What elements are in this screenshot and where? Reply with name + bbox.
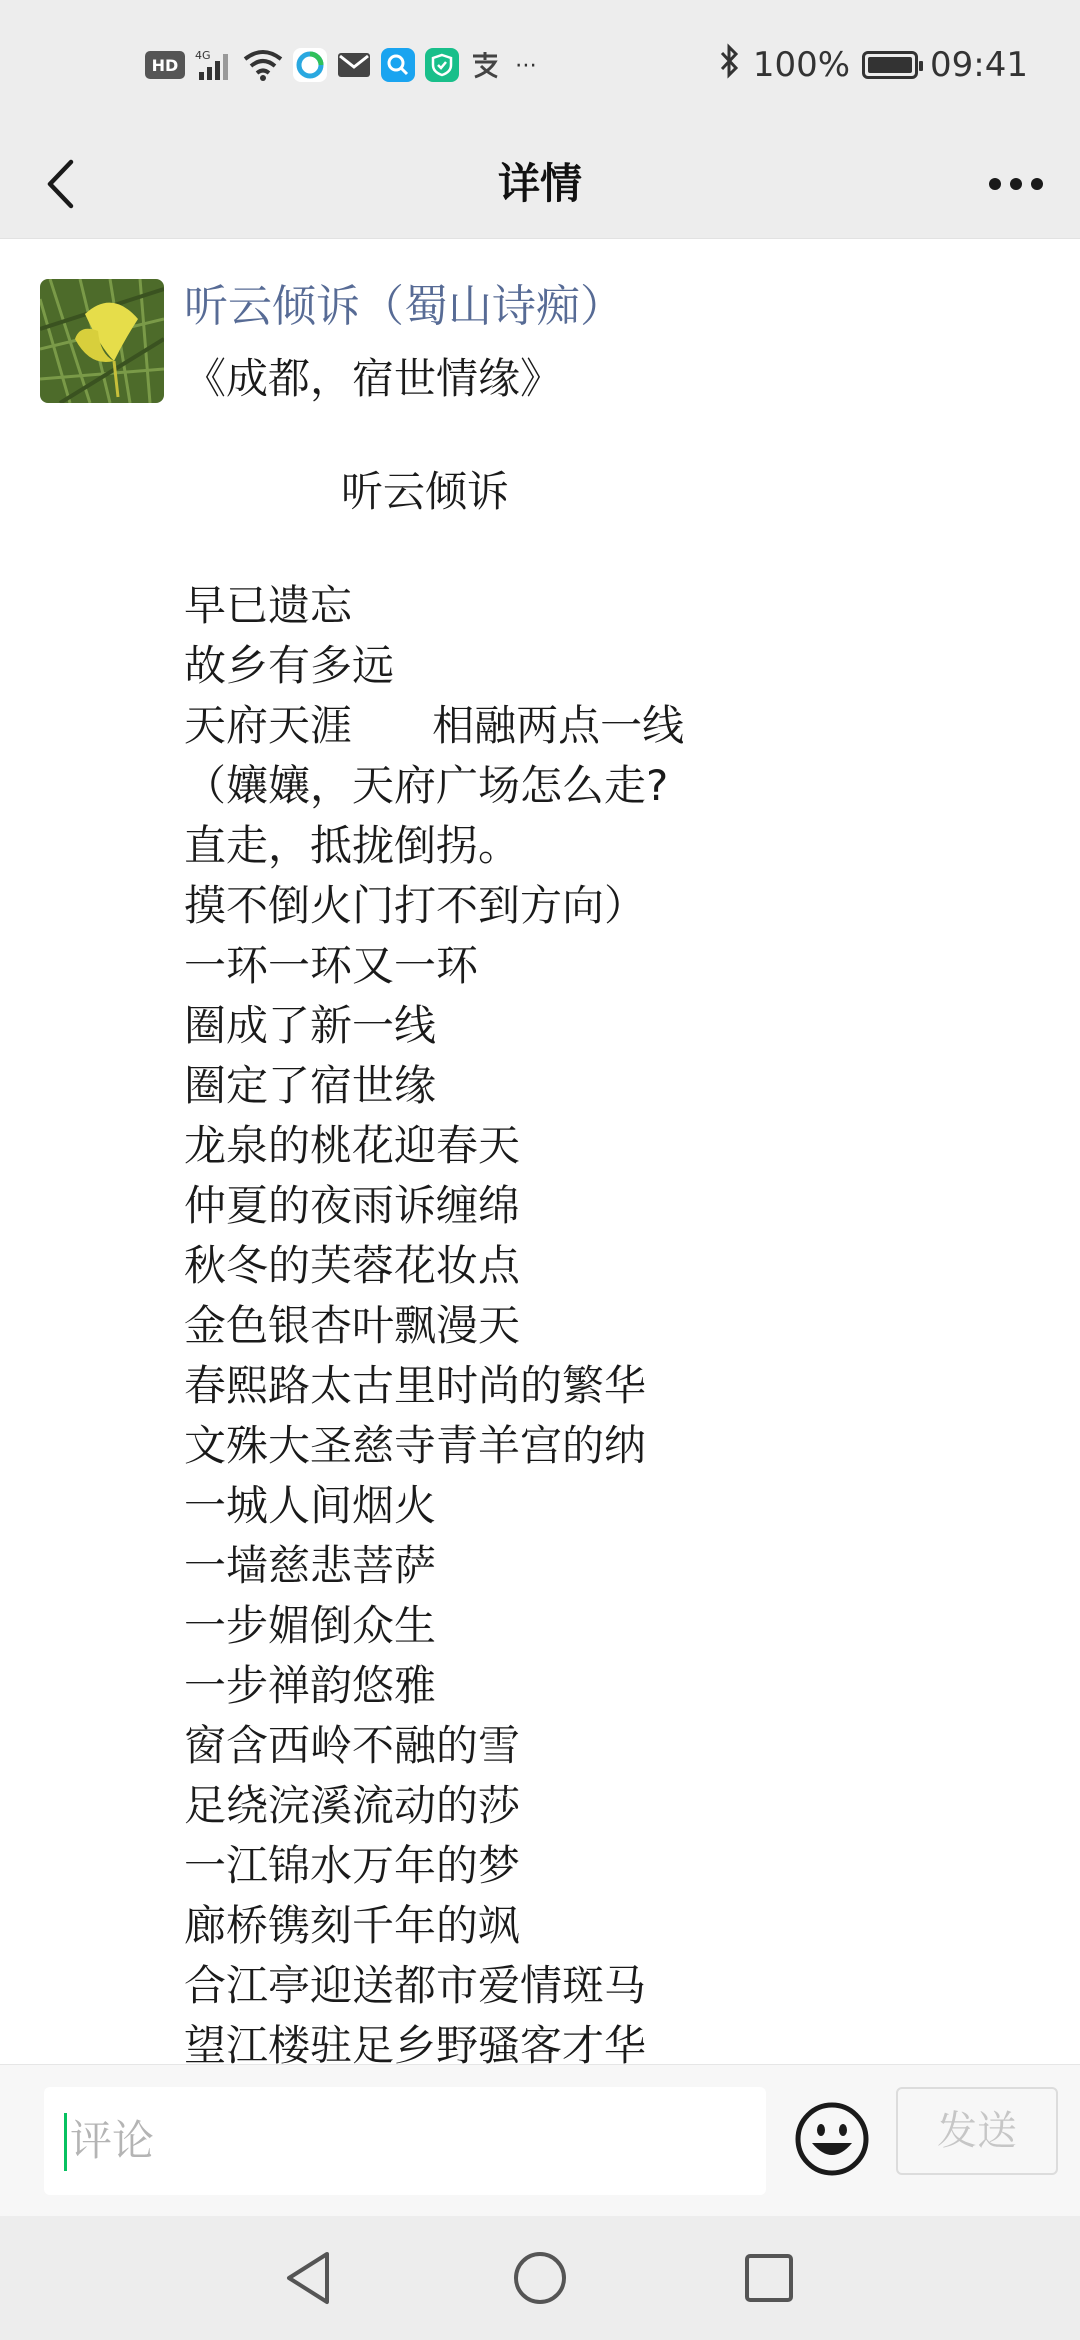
comment-input[interactable] bbox=[44, 2087, 766, 2195]
poem-line: 天府天涯 相融两点一线 bbox=[184, 701, 685, 750]
send-button[interactable]: 发送 bbox=[896, 2087, 1058, 2175]
app-circle-icon bbox=[293, 47, 327, 83]
poem-line: 早已遗忘 bbox=[184, 581, 353, 630]
mail-icon bbox=[337, 47, 371, 83]
recents-square-icon bbox=[743, 2252, 795, 2304]
poem-line: 窗含西岭不融的雪 bbox=[184, 1721, 521, 1770]
emoji-smile-icon bbox=[794, 2101, 870, 2177]
page-title: 详情 bbox=[497, 159, 582, 208]
poem-line: 故乡有多远 bbox=[184, 641, 395, 690]
signal-4g-icon bbox=[195, 47, 233, 83]
post-detail bbox=[0, 239, 1080, 2064]
comment-bar bbox=[0, 2064, 1080, 2217]
nav-bar bbox=[0, 130, 1080, 239]
avatar[interactable] bbox=[40, 279, 164, 403]
username-link[interactable]: 听云倾诉（蜀山诗痴） bbox=[184, 281, 624, 332]
poem-line: 望江楼驻足乡野骚客才华 bbox=[184, 2021, 647, 2064]
system-home-button[interactable] bbox=[500, 2238, 580, 2318]
search-app-icon bbox=[381, 48, 415, 82]
post-body bbox=[184, 349, 1044, 2064]
poem-author: 听云倾诉 bbox=[341, 467, 510, 516]
poem-line: 直走，抵拢倒拐。 bbox=[184, 821, 521, 870]
poem-line: 龙泉的桃花迎春天 bbox=[184, 1121, 521, 1170]
clock: 09:41 bbox=[930, 45, 1028, 85]
poem-line: 合江亭迎送都市爱情斑马 bbox=[184, 1961, 647, 2010]
back-triangle-icon bbox=[283, 2250, 333, 2306]
poem-line: 秋冬的芙蓉花妆点 bbox=[184, 1241, 521, 1290]
status-icons-right bbox=[719, 40, 1028, 90]
poem-line: 足绕浣溪流动的莎 bbox=[184, 1781, 521, 1830]
poem-line: （孃孃，天府广场怎么走? bbox=[184, 761, 669, 810]
poem-title: 《成都，宿世情缘》 bbox=[184, 354, 563, 403]
battery-percent: 100% bbox=[752, 45, 851, 85]
poem-line: 仲夏的夜雨诉缠绵 bbox=[184, 1181, 521, 1230]
svg-text:4G: 4G bbox=[195, 49, 211, 62]
system-recents-button[interactable] bbox=[729, 2238, 809, 2318]
poem-line: 一环一环又一环 bbox=[184, 941, 479, 990]
poem-line: 金色银杏叶飘漫天 bbox=[184, 1301, 521, 1350]
system-back-button[interactable] bbox=[268, 2238, 348, 2318]
emoji-button[interactable] bbox=[794, 2101, 870, 2177]
poem-line: 一江锦水万年的梦 bbox=[184, 1841, 521, 1890]
poem-line: 圈定了宿世缘 bbox=[184, 1061, 437, 1110]
status-bar bbox=[0, 0, 1080, 130]
status-icons-left bbox=[145, 42, 541, 88]
text-caret bbox=[64, 2113, 67, 2171]
poem-line: 摸不倒火门打不到方向） bbox=[184, 881, 647, 930]
poem-line: 文殊大圣慈寺青羊宫的纳 bbox=[184, 1421, 647, 1470]
wifi-icon bbox=[243, 47, 283, 83]
ginkgo-leaf-avatar-icon bbox=[40, 279, 164, 403]
hd-icon: HD bbox=[145, 51, 185, 79]
more-button[interactable] bbox=[980, 154, 1052, 214]
more-dots-icon bbox=[988, 177, 1044, 191]
battery-icon bbox=[862, 51, 918, 79]
poem-line: 圈成了新一线 bbox=[184, 1001, 437, 1050]
poem-line: 一步媚倒众生 bbox=[184, 1601, 437, 1650]
bluetooth-icon bbox=[719, 43, 741, 88]
poem-line: 一步禅韵悠雅 bbox=[184, 1661, 437, 1710]
poem-line: 廊桥镌刻千年的飒 bbox=[184, 1901, 521, 1950]
shield-app-icon bbox=[425, 48, 459, 82]
alipay-icon bbox=[469, 47, 501, 83]
home-circle-icon bbox=[512, 2250, 568, 2306]
comment-placeholder: 评论 bbox=[70, 2116, 155, 2165]
poem-line: 一墙慈悲菩萨 bbox=[184, 1541, 437, 1590]
system-navigation-bar bbox=[0, 2216, 1080, 2340]
more-notifications-icon: ⋯ bbox=[515, 52, 537, 78]
poem-line: 一城人间烟火 bbox=[184, 1481, 437, 1530]
poem-line: 春熙路太古里时尚的繁华 bbox=[184, 1361, 647, 1410]
